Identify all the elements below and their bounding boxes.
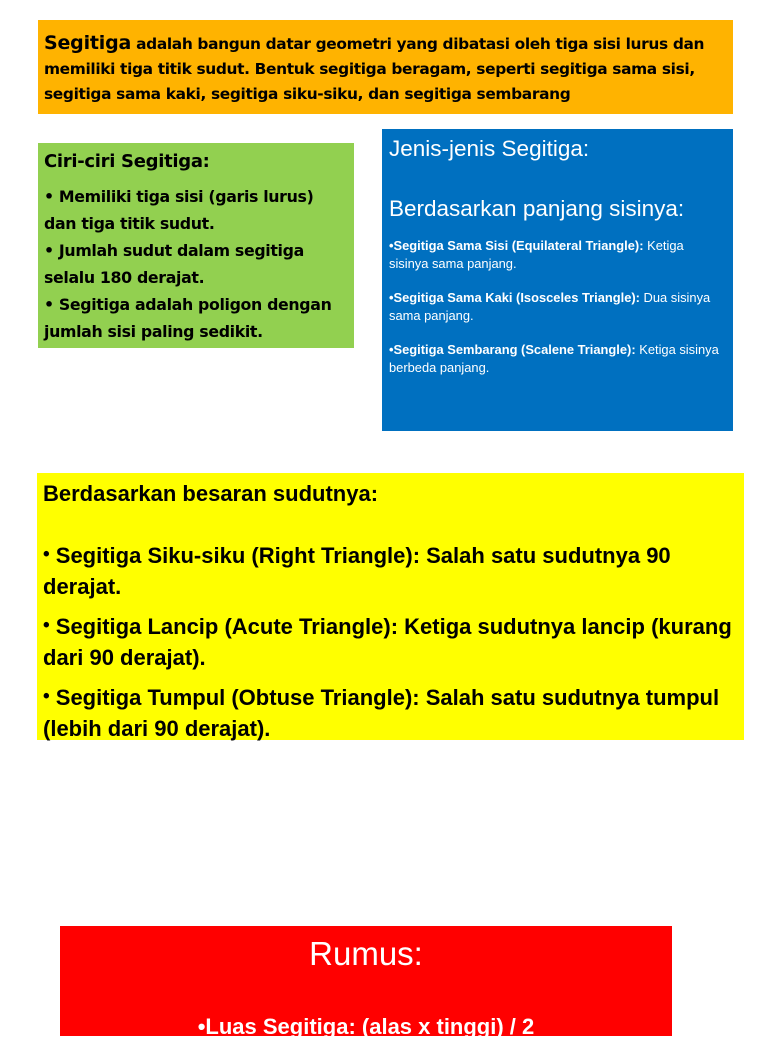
characteristics-item: • Jumlah sudut dalam segitiga selalu 180 derajat. bbox=[44, 241, 304, 287]
intro-box bbox=[38, 20, 733, 114]
types-by-angle-box bbox=[37, 473, 744, 740]
types-by-side-box bbox=[382, 129, 733, 431]
angle-type-acute bbox=[43, 610, 740, 673]
type-description: Dua sisinya sama panjang. bbox=[389, 290, 711, 323]
angle-type-right bbox=[43, 539, 740, 602]
type-entry-scalene bbox=[389, 341, 725, 376]
type-term: •Segitiga Sembarang (Scalene Triangle): bbox=[389, 342, 636, 357]
characteristics-title: Ciri-ciri Segitiga: bbox=[44, 151, 210, 172]
type-description: Ketiga sisinya sama panjang. bbox=[389, 238, 684, 271]
type-term: •Segitiga Sama Kaki (Isosceles Triangle): bbox=[389, 290, 640, 305]
intro-lead-term: Segitiga bbox=[44, 32, 132, 54]
formula-title: Rumus: bbox=[309, 935, 423, 972]
type-description: Ketiga sisinya berbeda panjang. bbox=[389, 342, 719, 375]
intro-text: adalah bangun datar geometri yang dibatasi oleh tiga sisi lurus dan memiliki tiga titik sudut. Bentuk segitiga beragam, seperti segitiga sama sisi, segitiga sama kaki, segitiga siku-siku, dan segitiga sembarang bbox=[44, 35, 705, 103]
type-entry-equilateral bbox=[389, 237, 725, 272]
types-title: Jenis-jenis Segitiga: bbox=[389, 136, 590, 161]
bullet-icon: • bbox=[43, 544, 50, 565]
bullet-icon: • bbox=[43, 615, 50, 636]
bullet-icon: • bbox=[43, 686, 50, 707]
angle-type-text: Segitiga Lancip (Acute Triangle): Ketiga sudutnya lancip (kurang dari 90 derajat). bbox=[43, 614, 732, 670]
area-formula: •Luas Segitiga: (alas x tinggi) / 2 bbox=[197, 1014, 535, 1039]
characteristics-item: • Segitiga adalah poligon dengan jumlah sisi paling sedikit. bbox=[44, 295, 332, 341]
type-entry-isosceles bbox=[389, 289, 725, 324]
angle-type-text: Segitiga Siku-siku (Right Triangle): Salah satu sudutnya 90 derajat. bbox=[43, 543, 671, 599]
types-subtitle: Berdasarkan panjang sisinya: bbox=[389, 196, 685, 221]
angle-type-text: Segitiga Tumpul (Obtuse Triangle): Salah satu sudutnya tumpul (lebih dari 90 derajat). bbox=[43, 685, 720, 741]
angle-type-obtuse bbox=[43, 681, 740, 744]
type-term: •Segitiga Sama Sisi (Equilateral Triangle): bbox=[389, 238, 644, 253]
formula-box bbox=[60, 926, 672, 1039]
characteristics-box bbox=[38, 143, 354, 348]
characteristics-item: • Memiliki tiga sisi (garis lurus) dan tiga titik sudut. bbox=[44, 187, 314, 233]
angle-types-title: Berdasarkan besaran sudutnya: bbox=[43, 481, 379, 506]
